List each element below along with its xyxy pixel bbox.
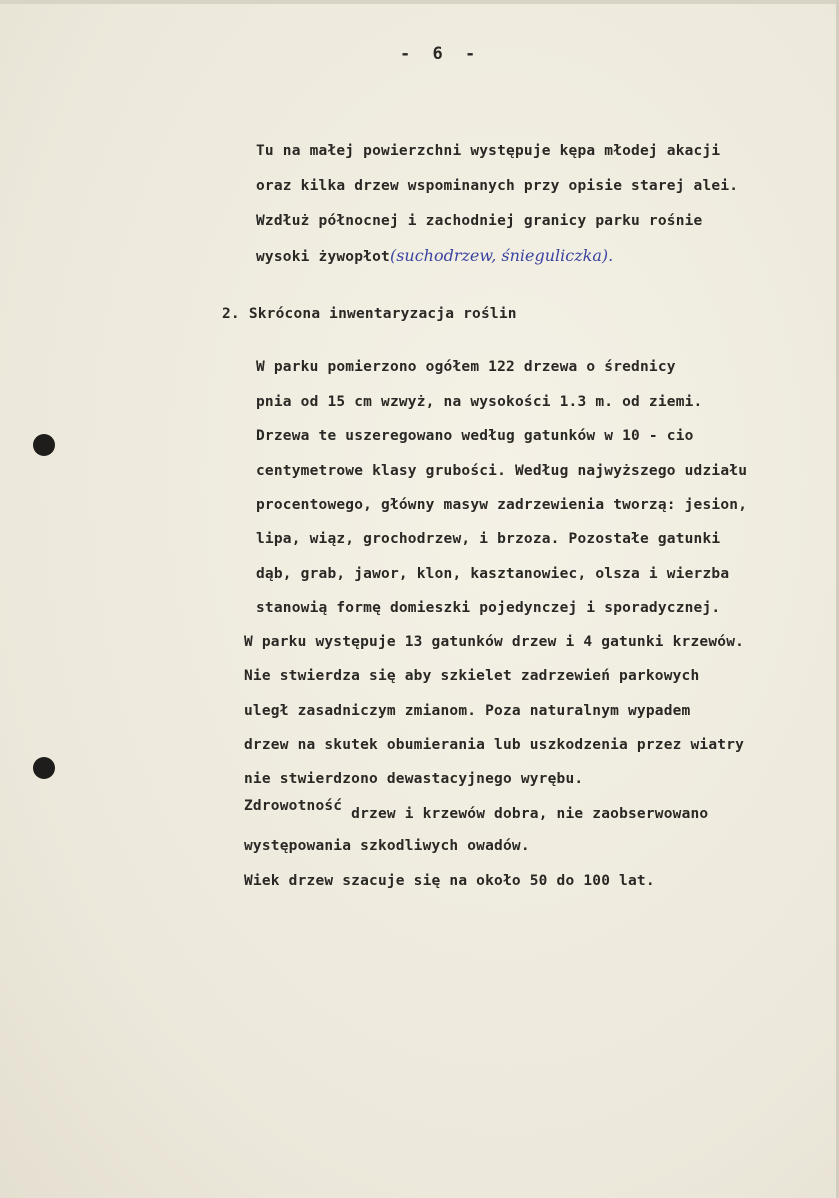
body-line: centymetrowe klasy grubości. Według najwyższego udziału xyxy=(256,463,748,479)
body-line: Nie stwierdza się aby szkielet zadrzewień parkowych xyxy=(244,668,700,684)
hedge-line xyxy=(256,246,613,265)
body-line: dąb, grab, jawor, klon, kasztanowiec, olsza i wierzba xyxy=(256,566,730,582)
health-line xyxy=(244,798,709,822)
hedge-typed-text: wysoki żywopłot xyxy=(256,249,390,265)
closing-line: występowania szkodliwych owadów. xyxy=(244,838,530,854)
page-top-edge xyxy=(0,0,839,4)
body-line: procentowego, główny masyw zadrzewienia tworzą: jesion, xyxy=(256,497,748,513)
closing-line: Wiek drzew szacuje się na około 50 do 100 lat. xyxy=(244,873,655,889)
intro-line: Wzdłuż północnej i zachodniej granicy parku rośnie xyxy=(256,213,703,229)
hedge-handwritten-note: (suchodrzew, śnieguliczka). xyxy=(389,246,614,265)
punch-hole-top xyxy=(33,434,55,456)
body-line: nie stwierdzono dewastacyjnego wyrębu. xyxy=(244,771,584,787)
body-line: uległ zasadniczym zmianom. Poza naturalnym wypadem xyxy=(244,703,691,719)
page-number: - 6 - xyxy=(400,44,482,64)
health-rest: drzew i krzewów dobra, nie zaobserwowano xyxy=(351,806,709,822)
punch-hole-bottom xyxy=(33,757,55,779)
body-line: stanowią formę domieszki pojedynczej i sporadycznej. xyxy=(256,600,721,616)
health-first-word: Zdrowotność xyxy=(244,798,343,814)
body-line: W parku występuje 13 gatunków drzew i 4 gatunki krzewów. xyxy=(244,634,745,650)
intro-line: oraz kilka drzew wspominanych przy opisie starej alei. xyxy=(256,178,739,194)
body-line: Drzewa te uszeregowano według gatunków w 10 - cio xyxy=(256,428,694,444)
body-line: pnia od 15 cm wzwyż, na wysokości 1.3 m. od ziemi. xyxy=(256,394,703,410)
section-heading xyxy=(222,306,517,322)
section-number: 2. xyxy=(222,306,240,322)
body-line: lipa, wiąz, grochodrzew, i brzoza. Pozostałe gatunki xyxy=(256,531,721,547)
intro-line: Tu na małej powierzchni występuje kępa młodej akacji xyxy=(256,143,721,159)
body-line: W parku pomierzono ogółem 122 drzewa o średnicy xyxy=(256,359,676,375)
section-title: Skrócona inwentaryzacja roślin xyxy=(248,306,517,322)
body-line: drzew na skutek obumierania lub uszkodzenia przez wiatry xyxy=(244,737,745,753)
